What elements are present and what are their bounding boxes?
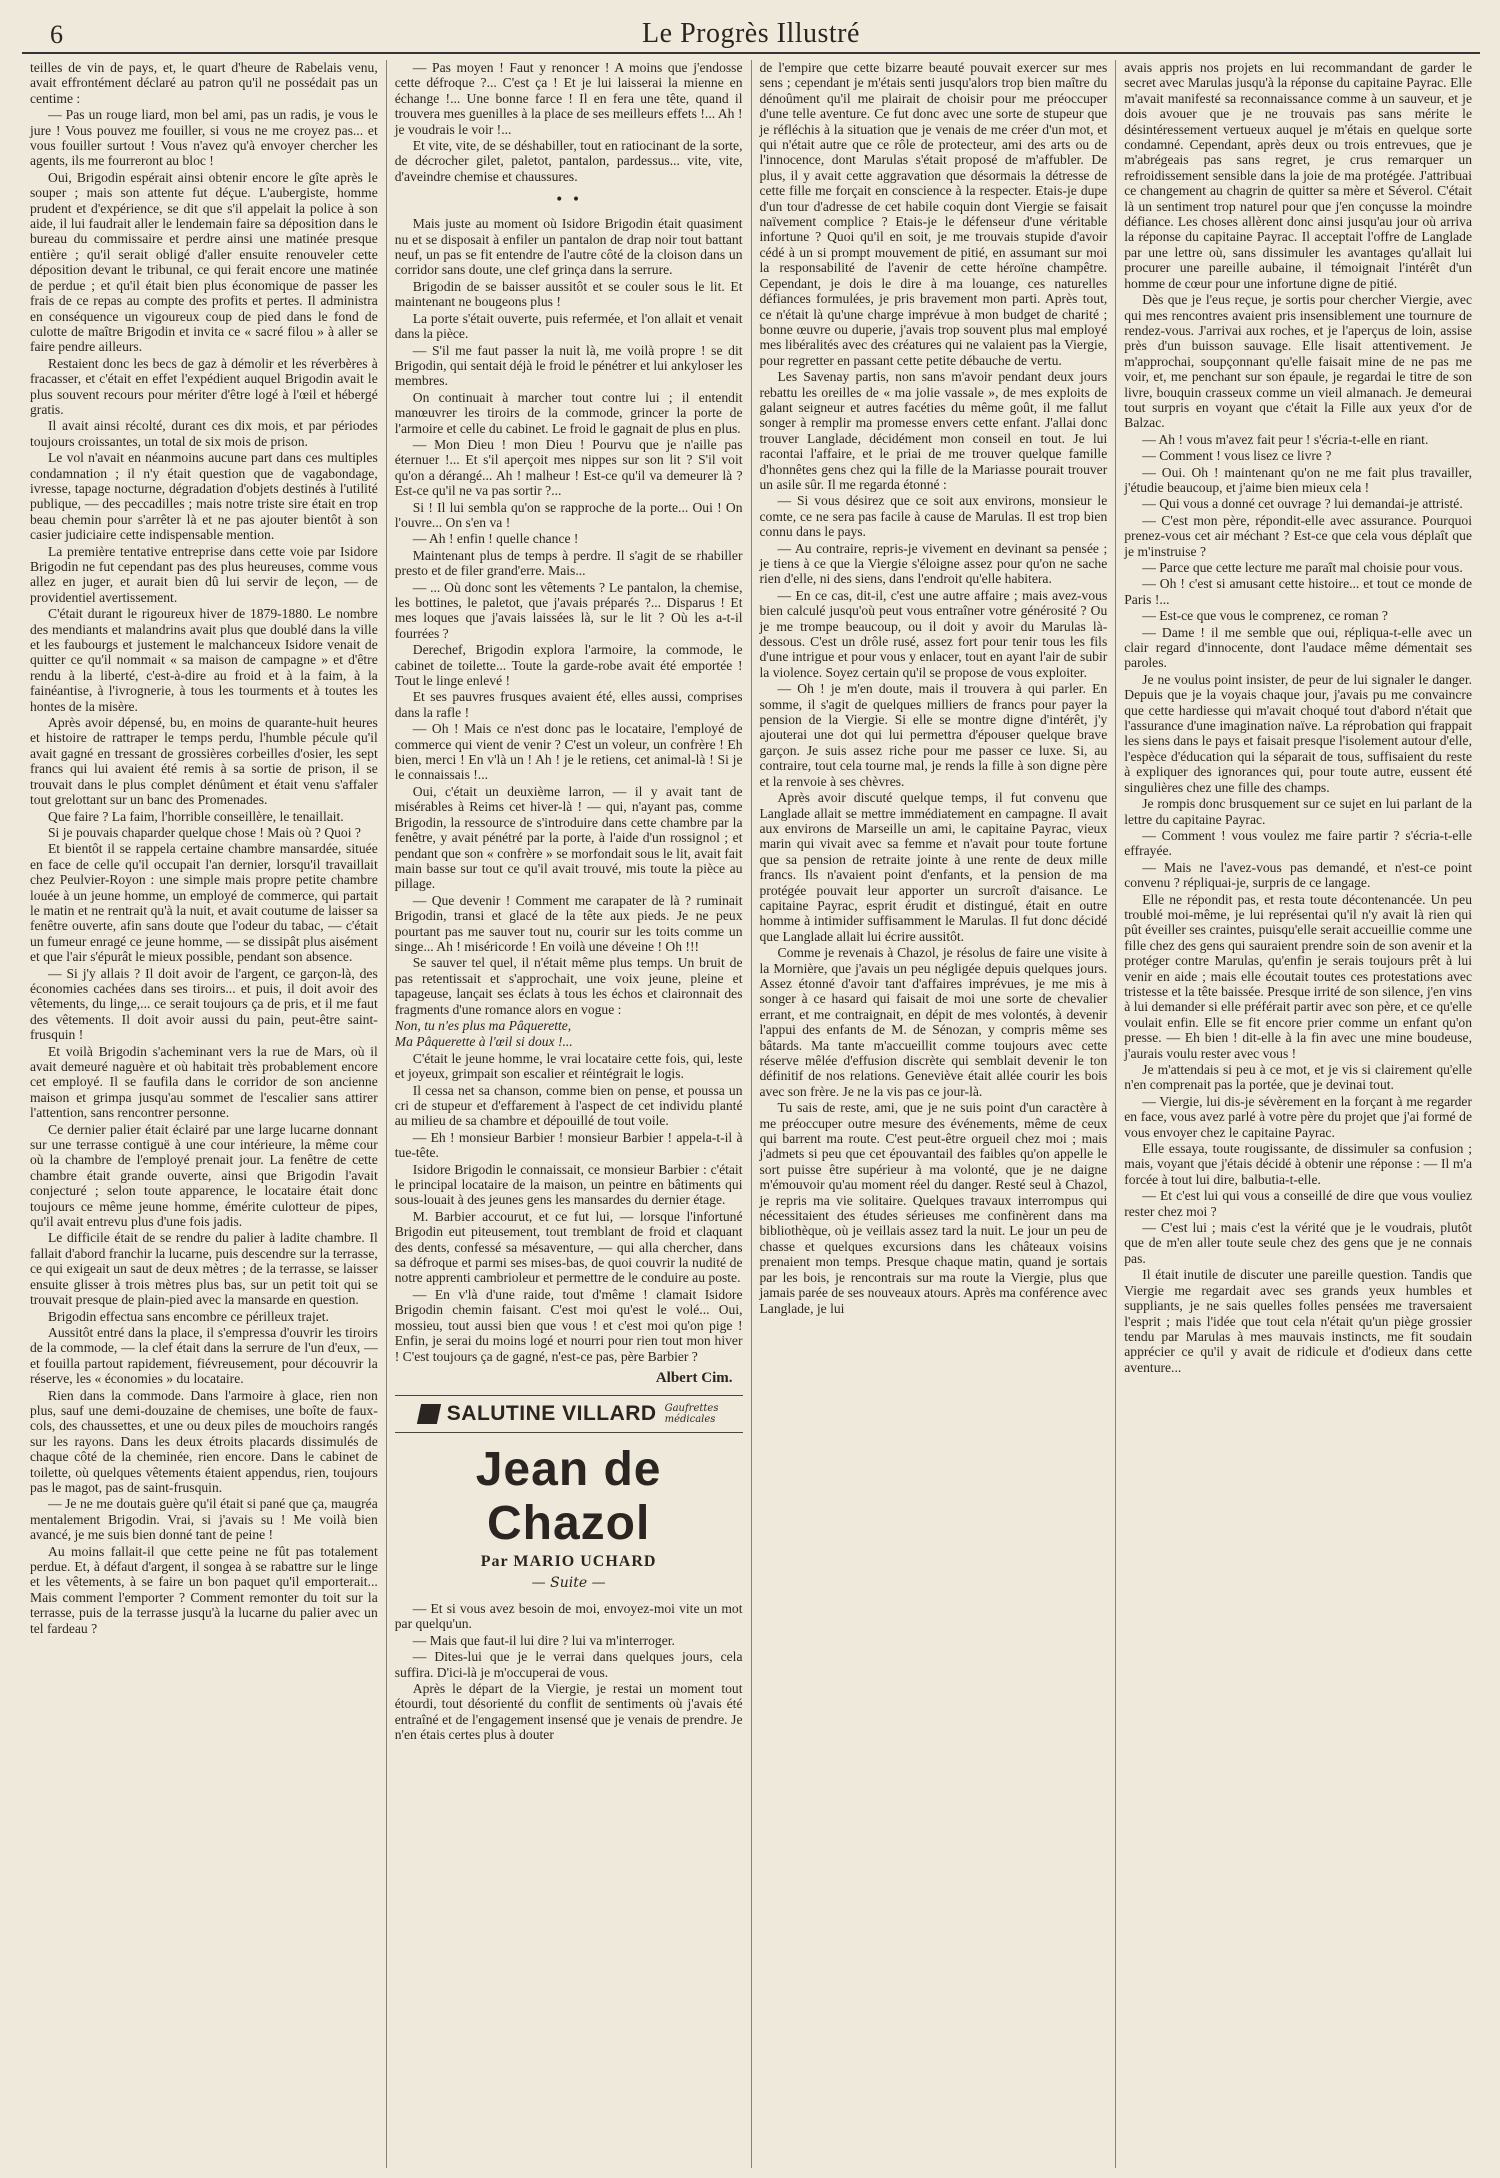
paragraph: — En v'là d'une raide, tout d'même ! clamait Isidore Brigodin chemin faisant. C'est moi qu'est le volé... Oui, mossieu, tout aussi bien que vous ! et c'est moi qu'on pige ! Enfin, je serai du moins logé et nourri pour rien tout mon hiver ! C'est toujours ça de gagné, n'est-ce pas, père Barbier ? — [394, 1286, 743, 1364]
paragraph: — C'est mon père, répondit-elle avec assurance. Pourquoi prenez-vous cet air méchant ? Est-ce que cela vous déplaît que je m'instruise ? — [1124, 512, 1472, 559]
paragraph: Comme je revenais à Chazol, je résolus de faire une visite à la Mornière, que j'avais un peu négligée depuis quelques jours. Assez étonné d'avoir tant d'affaires imprévues, je me mis à songer à ce hasard qui faisait de moi une sorte de chevalier errant, et me contraignait, en dépit de mes volontés, à devenir l'appui des enfants de M. de Sénozan, y compris même ses bâtards. Ma tante m'accueillit comme toujours avec cette réserve mêlée d'effusion discrète qui semblait devenir le ton définitif de nos relations. Geneviève était allée courir les bois avec son frère. Je ne la vis pas ce jour-là. — [759, 945, 1108, 1099]
paragraph: Elle ne répondit pas, et resta toute décontenancée. Un peu troublé moi-même, je lui représentai qu'il n'y avait là rien qui pût éveiller ses craintes, puisqu'elle serait accueillie comme une fille chez des gens qui sauraient prendre soin de son avenir et la protéger contre Marulas, qu'enfin je serais toujours prêt à lui venir en aide ; mais elle écoutait toutes ces protestations avec tristesse et la tête baissée. Presque irrité de son silence, j'en vins à lui demander si elle préférait partir avec son père, et ce qu'elle voulait enfin. Elle se fit encore prier comme un enfant qu'on presse. — Eh bien ! dit-elle à la fin avec une mine boudeuse, j'aurais voulu rester avec vous ! — [1124, 891, 1472, 1061]
paragraph: — Ah ! enfin ! quelle chance ! — [412, 531, 579, 547]
paragraph: — Si j'y allais ? Il doit avoir de l'argent, ce garçon-là, des économies cachées dans ses tiroirs... et puis, il doit avoir des vêtements, du linge,... ce serait toujours ça de pris, et il me faut des vêtements. Il doit avoir aussi du pain, peut-être saint-frusquin ! — [30, 965, 378, 1043]
paragraph: de l'empire que cette bizarre beauté pouvait exercer sur mes sens ; cependant je m'étais senti jusqu'alors trop bien maître du dénoûment qu'il me plairait de choisir pour me préoccuper d'une telle aventure. Ce fut donc avec une sorte de stupeur que je réfléchis à la situation que je venais de me créer d'un mot, et qui n'était autre que ce rôle de protecteur, ami des arts ou de l'innocence, dont Marulas s'était proposé de m'affubler. De plus, il y avait cette aggravation que désormais la détresse de cette fille me forçait en conscience à la respecter. Etais-je dupe d'un tour d'adresse de cet habile coquin dont Viergie se faisait naïvement complice ? Etais-je le défenseur d'une véritable infortune ? Quoi qu'il en soit, je me trouvais stupide d'avoir cédé à un si prompt mouvement de pitié, en assumant sur moi la responsabilité de l'avenir de cette héroïne champêtre. Cependant, je dois le dire à ma louange, ces naturelles défiances formulées, je pris bravement mon parti. Après tout, ce n'était là qu'une charge imprévue à mon budget de charité ; bonne œuvre ou duperie, j'avais trop souvent plus mal employé mes libéralités avec des créatures qui ne valaient pas la Viergie, pour regretter en passant cette petite débauche de vertu. — [759, 60, 1108, 368]
paragraph: — Viergie, lui dis-je sévèrement en la forçant à me regarder en face, vous avez parlé à votre père du projet que j'ai formé de vous envoyer chez le capitaine Payrac. — [1124, 1093, 1472, 1140]
paragraph: Maintenant plus de temps à perdre. Il s'agit de se rhabiller presto et de filer grand'erre. Mais... — [394, 547, 743, 579]
paragraph: La porte s'était ouverte, puis refermée, et l'on allait et venait dans la pièce. — [394, 310, 743, 342]
paragraph: — Ah ! vous m'avez fait peur ! s'écria-t-elle en riant. — [1142, 431, 1429, 447]
paragraph: — Dame ! il me semble que oui, répliqua-t-elle avec un clair regard d'innocente, dont l'audace même démentait ses paroles. — [1124, 624, 1472, 671]
paragraph: On continuait à marcher tout contre lui ; il entendit manœuvrer les tiroirs de la commode, grincer la porte de l'armoire et celle du cabinet. Le froid le gagnait de plus en plus. — [394, 389, 743, 436]
paragraph: — Pas moyen ! Faut y renoncer ! A moins que j'endosse cette défroque ?... C'est ça ! Et je lui laisserai la mienne en échange !... Une bonne farce ! Il en fera une tête, quand il trouvera mes guenilles à la place de ses meilleurs effets !... Ah ! je voudrais le voir !... — [394, 60, 743, 137]
paragraph: teilles de vin de pays, et, le quart d'heure de Rabelais venu, avait effrontément déclaré au patron qu'il ne possédait pas un centime : — [30, 60, 378, 106]
column-4 — [1116, 60, 1480, 2168]
paragraph: — Mais que faut-il lui dire ? lui va m'interroger. — [412, 1632, 675, 1648]
paragraph: Isidore Brigodin le connaissait, ce monsieur Barbier : c'était le principal locataire de la maison, un peintre en bâtiments qui sous-louait à des jeunes gens les mansardes du dernier étage. — [394, 1161, 743, 1208]
column-1 — [22, 60, 387, 2168]
paragraph: Et vite, vite, de se déshabiller, tout en ratiocinant de la sorte, de décrocher gilet, paletot, pantalon, pardessus... vite, vite, d'aveindre chemise et chaussures. — [394, 138, 743, 184]
paragraph: Aussitôt entré dans la place, il s'empressa d'ouvrir les tiroirs de la commode, — la clef était dans la serrure de l'un d'eux, — et fouilla partout rapidement, fiévreusement, pour découvrir la réserve, les « économies » du locataire. — [30, 1324, 378, 1387]
journal-title: Le Progrès Illustré — [642, 18, 860, 49]
paragraph: C'était durant le rigoureux hiver de 1879-1880. Le nombre des mendiants et malandrins avait plus que doublé dans la ville et les faubourgs et justement le malchanceux Isidore venait de quitter ce qu'il nommait « sa maison de campagne » et d'être rendu à la liberté, c'est-à-dire au froid et à la faim, à la fainéantise, à l'ivrognerie, à tous les tourments et à toutes les hontes de la misère. — [30, 606, 378, 714]
paragraph: — Dites-lui que je le verrai dans quelques jours, cela suffira. D'ici-là je m'occuperai de vous. — [394, 1649, 743, 1680]
ad-brand: SALUTINE VILLARD — [446, 1401, 657, 1425]
paragraph: Que faire ? La faim, l'horrible conseillère, le tenaillait. — [48, 808, 344, 824]
paragraph: — Oui. Oh ! maintenant qu'on ne me fait plus travailler, j'étudie beaucoup, et j'aime bien mieux cela ! — [1124, 464, 1472, 495]
story-continuation — [395, 60, 743, 184]
paragraph: — Mais ne l'avez-vous pas demandé, et n'est-ce point convenu ? répliquai-je, surpris de ce langage. — [1124, 859, 1472, 891]
paragraph: — Que devenir ! Comment me carapater de là ? ruminait Brigodin, transi et glacé de la tête aux pieds. Je ne peux pourtant pas me sauver tout nu, courir sur les toits comme un singe... Ah ! miséricorde ! En voilà une déveine ! Oh !!! — [394, 892, 743, 954]
novel-text — [395, 1601, 743, 1743]
paragraph: — Au contraire, repris-je vivement en devinant sa pensée ; je tiens à ce que la Viergie s'éloigne assez pour qu'on ne sache rien d'elle, ni des siens, dans l'endroit qu'elle habitera. — [759, 540, 1108, 587]
advertisement — [395, 1395, 743, 1433]
paragraph: Il avait ainsi récolté, durant ces dix mois, et par périodes toujours croissantes, un total de six mois de prison. — [30, 418, 378, 449]
paragraph: — Mon Dieu ! mon Dieu ! Pourvu que je n'aille pas éternuer !... Et s'il aperçoit mes nippes sur son lit ? S'il voit qu'on a dérangé... Ah ! malheur ! Est-ce qu'il va demeurer là ? Est-ce qu'il ne va pas sortir ?... — [394, 436, 743, 499]
paragraph: — Eh ! monsieur Barbier ! monsieur Barbier ! appela-t-il à tue-tête. — [394, 1129, 743, 1161]
paragraph: Rien dans la commode. Dans l'armoire à glace, rien non plus, sauf une demi-douzaine de chemises, une boîte de faux-cols, des chaussettes, et une ou deux piles de mouchoirs rangés sur les rayons. Dans les deux étroits placards dissimulés de chaque côté de la cheminée, rien encore. Dans le cabinet de toilette, où quelques vêtements étaient appendus, rien, toujours pas le magot, pas de saint-frusquin. — [30, 1387, 378, 1495]
ad-subtitle-line: Gaufrettes — [664, 1402, 719, 1414]
paragraph: Se sauver tel quel, il n'était même plus temps. Un bruit de pas retentissait et s'approchait, une voix jeune, pleine et tapageuse, lançait ses éclats à tous les échos et claironnait des fragments d'une romance alors en vogue : — [394, 955, 743, 1017]
paragraph: Restaient donc les becs de gaz à démolir et les réverbères à fracasser, et c'était en effet l'expédient auquel Brigodin avait le plus souvent recours pour mériter d'être logé à l'œil et hébergé gratis. — [30, 355, 378, 417]
ad-subtitle-line: médicales — [664, 1413, 716, 1425]
paragraph: — S'il me faut passer la nuit là, me voilà propre ! se dit Brigodin, qui sentait déjà le froid le pénétrer et lui ankyloser les membres. — [394, 342, 743, 389]
paragraph: C'était le jeune homme, le vrai locataire cette fois, qui, leste et joyeux, grimpait son escalier et réintégrait le logis. — [394, 1050, 743, 1082]
paragraph: Dès que je l'eus reçue, je sortis pour chercher Viergie, avec qui mes rencontres avaient pris insensiblement une tournure de rendez-vous. J'arrivai aux roches, et je l'aperçus de loin, assise près d'un buisson sauvage. Elle lisait attentivement. Je m'approchai, soupçonnant qu'elle faisait mine de ne pas me voir, et, me penchant sur son épaule, je regardai le titre de son livre, bouquin crasseux comme un vieil almanach. Je demeurai tout surpris en voyant que c'était la Fille aux yeux d'or de Balzac. — [1124, 292, 1472, 431]
song-verse — [395, 1018, 743, 1050]
paragraph: Après le départ de la Viergie, je restai un moment tout étourdi, tout désorienté du conflit de sentiments où j'avais été entraîné et de l'engagement insensé que je venais de prendre. Je n'en étais certes plus à douter — [394, 1680, 743, 1743]
paragraph: La première tentative entreprise dans cette voie par Isidore Brigodin ne fut cependant pas des plus heureuses, comme vous allez en juger, et aurait bien dû lui servir de leçon, — de providentiel avertissement. — [30, 543, 378, 605]
paragraph: Si ! Il lui sembla qu'on se rapproche de la porte... Oui ! On l'ouvre... On s'en va ! — [394, 499, 743, 530]
story-author: Albert Cim. — [655, 1369, 733, 1386]
paragraph: Et ses pauvres frusques avaient été, elles aussi, comprises dans la rafle ! — [394, 689, 743, 720]
paragraph: — C'est lui ; mais c'est la vérité que je le voudrais, plutôt que de m'en aller toute seule chez des gens que je ne connais pas. — [1124, 1220, 1472, 1266]
paragraph: M. Barbier accourut, et ce fut lui, — lorsque l'infortuné Brigodin eut piteusement, tout tremblant de froid et claquant des dents, confessé sa mésaventure, — qui alla chercher, dans sa défroque et parmi ses mises-bas, de quoi couvrir la nudité de notre apprenti cambrioleur et permettre de le conduire au poste. — [394, 1208, 743, 1286]
paragraph: avais appris nos projets en lui recommandant de garder le secret avec Marulas jusqu'à la réponse du capitaine Payrac. Elle m'avait manifesté sa reconnaissance comme à un sauveur, et je dois avouer que je ne trouvais pas sans mérite le désintéressement vertueux auquel je m'étais en quelque sorte condamné. Cependant, après deux ou trois entrevues, que je m'abrégeais pas sans regret, je crus remarquer un refroidissement sensible dans la joie de ma protégée. J'attribuai ce changement au chagrin de quitter sa mère et Séverol. C'était là un sentiment trop naturel pour que j'en conçusse la moindre défiance. Les choses allèrent donc ainsi jusqu'au jour où arriva la réponse du capitaine Payrac. Il acceptait l'offre de Langlade par une lettre où, sans dissimuler les avantages qu'allait lui procurer une pareille aubaine, il témoignait l'intérêt d'un homme de cœur pour une infortune digne de pitié. — [1124, 60, 1472, 291]
verse-line: Ma Pâquerette à l'œil si doux !... — [394, 1034, 573, 1050]
story-ending — [395, 1051, 743, 1364]
paragraph: — Et c'est lui qui vous a conseillé de dire que vous vouliez rester chez moi ? — [1124, 1188, 1472, 1219]
paragraph: Il était inutile de discuter une pareille question. Tandis que Viergie me regardait avec ses grands yeux humbles et suppliants, je ne sais quelles folles pensées me traversaient l'esprit ; mais l'idée que tout cela n'était qu'un piège grossier tendu par Marulas à mes mauvais instincts, me fit soudain apprécier ce qu'il y avait de ridicule et d'odieux dans cette aventure... — [1124, 1267, 1472, 1375]
section-separator: • • — [555, 192, 583, 209]
paragraph: Après avoir discuté quelque temps, il fut convenu que Langlade allait se mettre immédiatement en campagne. Il avait aux environs de Marseille un ami, le capitaine Payrac, vieux marin qui vivait avec sa femme et n'avait pour toute fortune que sa pension de retraite jointe à une rente de deux mille francs. Ils n'avaient point d'enfants, et la pension de ma protégée pouvait leur apporter un surcroît d'aisance. Le capitaine Payrac, esprit érudit et distingué, était en outre homme à intimider suffisamment le Marulas. Il fut donc décidé que Langlade allait lui écrire aussitôt. — [759, 790, 1108, 944]
paragraph: Ce dernier palier était éclairé par une large lucarne donnant sur une terrasse contiguë à une cour intérieure, la même cour où la chambre de l'employé prenait jour. La fenêtre de cette chambre était grande ouverte, ainsi que Brigodin l'avait conjecturé ; selon toute apparence, le locataire était donc toujours ce même jeune homme, émérite culotteur de pipes, qu'il avait entrevu plus d'une fois jadis. — [30, 1121, 378, 1230]
paragraph: Après avoir dépensé, bu, en moins de quarante-huit heures et histoire de rattraper le temps perdu, l'humble pécule qu'il avait gagné en tressant de grossières corbeilles d'osier, les sept francs qui lui avaient été remis à sa sortie de prison, il se trouvait dans le plus complet dénûment et était venu s'affaler tout grelottant sur un banc des Promenades. — [30, 715, 378, 808]
paragraph: Au moins fallait-il que cette peine ne fût pas totalement perdue. Et, à défaut d'argent, il songea à se rabattre sur le linge et les vêtements, à se faire un bon paquet qu'il emporterait... Mais comment l'emporter ? Comment remonter du toit sur la terrasse, puis de la terrasse jusqu'à la lucarne du palier avec un tel fardeau ? — [30, 1543, 378, 1636]
paragraph: Et voilà Brigodin s'acheminant vers la rue de Mars, où il avait demeuré naguère et où habitait très probablement encore cet employé. Il se faufila dans le corridor de son ancienne maison et grimpa jusqu'au sommet de l'escalier sans attirer l'attention, sans rencontrer personne. — [30, 1043, 378, 1121]
paragraph: — Comment ! vous voulez me faire partir ? s'écria-t-elle effrayée. — [1124, 827, 1472, 859]
paragraph: Oui, Brigodin espérait ainsi obtenir encore le gîte après le souper ; mais son attente fut déçue. L'aubergiste, homme prudent et d'expérience, se dit que s'il appelait la police à son aide, il lui faudrait aller le lendemain faire sa déposition dans le bureau du commissaire et perdre ainsi une matinée presque entière ; qu'il serait obligé d'aller ensuite renouveler cette déposition devant le tribunal, ce qui ferait encore une matinée de perdue ; et qu'il était bien plus économique de passer les frais de ce repas au compte des profits et pertes. Il administra en conséquence un vigoureux coup de pied dans le fond de culotte de maître Brigodin et invita ce « sacré filou » à aller se faire pendre ailleurs. — [30, 169, 378, 355]
paragraph: Je rompis donc brusquement sur ce sujet en lui parlant de la lettre du capitaine Payrac. — [1124, 796, 1472, 827]
paragraph: — Comment ! vous lisez ce livre ? — [1142, 448, 1332, 464]
story-section — [395, 216, 743, 1017]
paragraph: — Oh ! c'est si amusant cette histoire... et tout ce monde de Paris !... — [1124, 576, 1472, 607]
paragraph: — Si vous désirez que ce soit aux environs, monsieur le comte, ce ne sera pas facile à cause de Marulas. Il est trop bien connu dans le pays. — [759, 493, 1108, 540]
paragraph: Je m'attendais si peu à ce mot, et je vis si clairement qu'elle n'en comprenait pas la portée, que je devinai tout. — [1124, 1062, 1472, 1093]
paragraph: Et bientôt il se rappela certaine chambre mansardée, située en face de celle qu'il occupait l'an dernier, lorsqu'il travaillait chez Peulvier-Royon : une simple mais propre petite chambre louée à un jeune homme, un employé de commerce, qui partait le matin et ne rentrait qu'à la nuit, et avait coutume de laisser sa fenêtre ouverte, afin sans doute que l'odeur du tabac, — c'était un fumeur enragé ce jeune homme, — se dissipât plus aisément et que l'air s'épurât le mieux possible, pendant son absence. — [30, 841, 378, 965]
paragraph: — Et si vous avez besoin de moi, envoyez-moi vite un mot par quelqu'un. — [394, 1600, 743, 1632]
paragraph: Si je pouvais chaparder quelque chose ! Mais où ? Quoi ? — [48, 824, 361, 840]
novel-title: Jean de Chazol — [475, 1442, 662, 1550]
novel-suite: — Suite — — [531, 1574, 606, 1591]
novel-author: Par MARIO UCHARD — [480, 1552, 657, 1570]
paragraph: Tu sais de reste, ami, que je ne suis point d'un caractère à me préoccuper outre mesure des événements, même de ceux qui barrent ma route. C'est peut-être orgueil chez moi ; mais j'admets si peu que cet épouvantail des faibles qu'on appelle le sort puisse être supérieur à ma volonté, que je ne daigne m'émouvoir qu'au moment réel du danger. Resté seul à Chazol, je repris ma vie solitaire. Quelques travaux interrompus qui nécessitaient des études sérieuses me confinèrent dans ma bibliothèque, où je veillais assez tard la nuit. Le jour un peu de chasse et quelques excursions dans les châteaux voisins prenaient mon temps. Presque chaque matin, quand je sortais par les bois, je rencontrais sur ma route la Viergie, plus que jamais parée de ses nouveaux atours. Après ma conférence avec Langlade, je lui — [759, 1100, 1108, 1316]
paragraph: Il cessa net sa chanson, comme bien on pense, et poussa un cri de stupeur et d'effarement à l'aspect de cet individu planté au milieu de sa chambre et dépouillé de tout voile. — [394, 1082, 743, 1129]
paragraph: — Qui vous a donné cet ouvrage ? lui demandai-je attristé. — [1142, 496, 1463, 512]
paragraph: Je ne voulus point insister, de peur de lui signaler le danger. Depuis que je la voyais chaque jour, j'avais pu me convaincre que cette hardiesse qui m'avait choqué tout d'abord n'était que l'assurance d'une imagination naïve. La réprobation qui frappait les siens dans le pays et faisait presque l'isolement autour d'elle, l'espèce d'éducation qui la séparait de tous, suffisaient du reste à expliquer des ignorances qui, pour toute autre, eussent été singulières chez une fille des champs. — [1124, 671, 1472, 795]
paragraph: Les Savenay partis, non sans m'avoir pendant deux jours rebattu les oreilles de « ma jolie vassale », de mes exploits de galant seigneur et autres facéties du même goût, il me fallut songer à remplir ma promesse envers cette enfant. J'allai donc trouver Langlade, décidément mon conseil en tout. Je lui racontai l'affaire, et le priai de me trouver quelque famille d'honnêtes gens chez qui la fille de la Mariasse pourait trouver un asile sûr. Il me regarda étonné : — [759, 369, 1108, 492]
paragraph: — Oh ! Mais ce n'est donc pas le locataire, l'employé de commerce qui vient de venir ? C'est un voleur, un confrère ! Eh bien, merci ! En v'là un ! Ah ! je le retiens, cet animal-là ! Si je le connaissais !... — [394, 721, 743, 783]
paragraph: — Parce que cette lecture me paraît mal choisie pour vous. — [1142, 560, 1463, 575]
paragraph: Derechef, Brigodin explora l'armoire, la commode, le cabinet de toilette... Toute la garde-robe avait été emportée ! Tout le linge enlevé ! — [394, 642, 743, 689]
verse-line: Non, tu n'es plus ma Pâquerette, — [394, 1017, 572, 1033]
paragraph: — Est-ce que vous le comprenez, ce roman ? — [1142, 608, 1388, 624]
paragraph: Le difficile était de se rendre du palier à ladite chambre. Il fallait d'abord franchir la lucarne, puis descendre sur la terrasse, ce qui exigeait un saut de deux mètres ; de la terrasse, se laisser ensuite glisser à trois mètres plus bas, sur un petit toit qui se trouvait presque de plain-pied avec la mansarde en question. — [30, 1230, 378, 1308]
paragraph: — Je ne me doutais guère qu'il était si pané que ça, maugréa mentalement Brigodin. Vrai, si j'avais su ! Me voilà bien avancé, je me suis bien donné tant de peine ! — [30, 1496, 378, 1543]
paragraph: Elle essaya, toute rougissante, de dissimuler sa confusion ; mais, voyant que j'étais décidé à obtenir une réponse : — Il m'a forcée à tout lui dire, balbutia-t-elle. — [1124, 1141, 1472, 1187]
paragraph: Brigodin effectua sans encombre ce périlleux trajet. — [48, 1308, 329, 1324]
page-header — [22, 14, 1480, 54]
paragraph: — En ce cas, dit-il, c'est une autre affaire ; mais avez-vous bien calculé jusqu'où peut vous entraîner votre générosité ? Ou je me trompe beaucoup, ou il doit y avoir du Marulas là-dessous. C'est un drôle rusé, assez fort pour tenir tous les fils d'une intrigue et pour vous y enlacer, tout en ayant l'air de subir la violence. Soyez certain qu'il se propose de vous exploiter. — [759, 587, 1108, 680]
paragraph: Oui, c'était un deuxième larron, — il y avait tant de misérables à Reims cet hiver-là ! — qui, n'ayant pas, comme Brigodin, la ressource de s'introduire dans cette chambre par la fenêtre, y avait pénétré par la porte, à l'aide d'un rossignol ; et pendant que son « confrère » se morfondait sous le lit, avait fait main basse sur tout ce qu'il avait trouvé, mis toute la pièce au pillage. — [394, 783, 743, 892]
column-2 — [387, 60, 752, 2168]
paragraph: — ... Où donc sont les vêtements ? Le pantalon, la chemise, les bottines, le paletot, que j'avais préparés ?... Disparus ! Et mes loques que j'avais laissées là, sur le lit ? Où les a-t-il fourrées ? — [394, 579, 743, 641]
paragraph: — Pas un rouge liard, mon bel ami, pas un radis, je vous le jure ! Vous pouvez me fouiller, si vous ne me croyez pas... et vous fouiller surtout ! Vous n'avez qu'à envoyer chercher les agents, ils me fourreront au bloc ! — [30, 107, 378, 169]
page-number: 6 — [50, 20, 63, 49]
paragraph: — Oh ! je m'en doute, mais il trouvera à qui parler. En somme, il s'agit de quelques milliers de francs pour payer la pension de la Viergie. Si elle se montre digne d'intérêt, j'y ajouterai une dot qui lui permettra d'épouser quelque brave garçon. Je suis assez riche pour me passer ce luxe. Si, au contraire, tout cela tourne mal, je rends la fille à son digne père et la renvoie à ses chèvres. — [759, 681, 1108, 789]
ad-logo-icon — [417, 1404, 441, 1424]
paragraph: Le vol n'avait en néanmoins aucune part dans ces multiples condamnation ; il n'y était question que de vagabondage, ivresse, tapage nocturne, dégradation d'objets destinés à l'utilité publique, — des peccadilles ; mais notre triste sire était en trop beau chemin pour s'arrêter là et ne pas ajouter bientôt à son casier judiciaire cette indispensable mention. — [30, 450, 378, 543]
ad-subtitle — [665, 1403, 719, 1425]
paragraph: Brigodin de se baisser aussitôt et se couler sous le lit. Et maintenant ne bougeons plus ! — [394, 278, 743, 310]
paragraph: Mais juste au moment où Isidore Brigodin était quasiment nu et se disposait à enfiler un pantalon de drap noir tout battant neuf, un pas se fit entendre de l'autre côté de la cloison dans un corridor sans doute, une clef grinça dans la serrure. — [394, 216, 743, 278]
column-3 — [752, 60, 1117, 2168]
columns — [22, 60, 1480, 2168]
